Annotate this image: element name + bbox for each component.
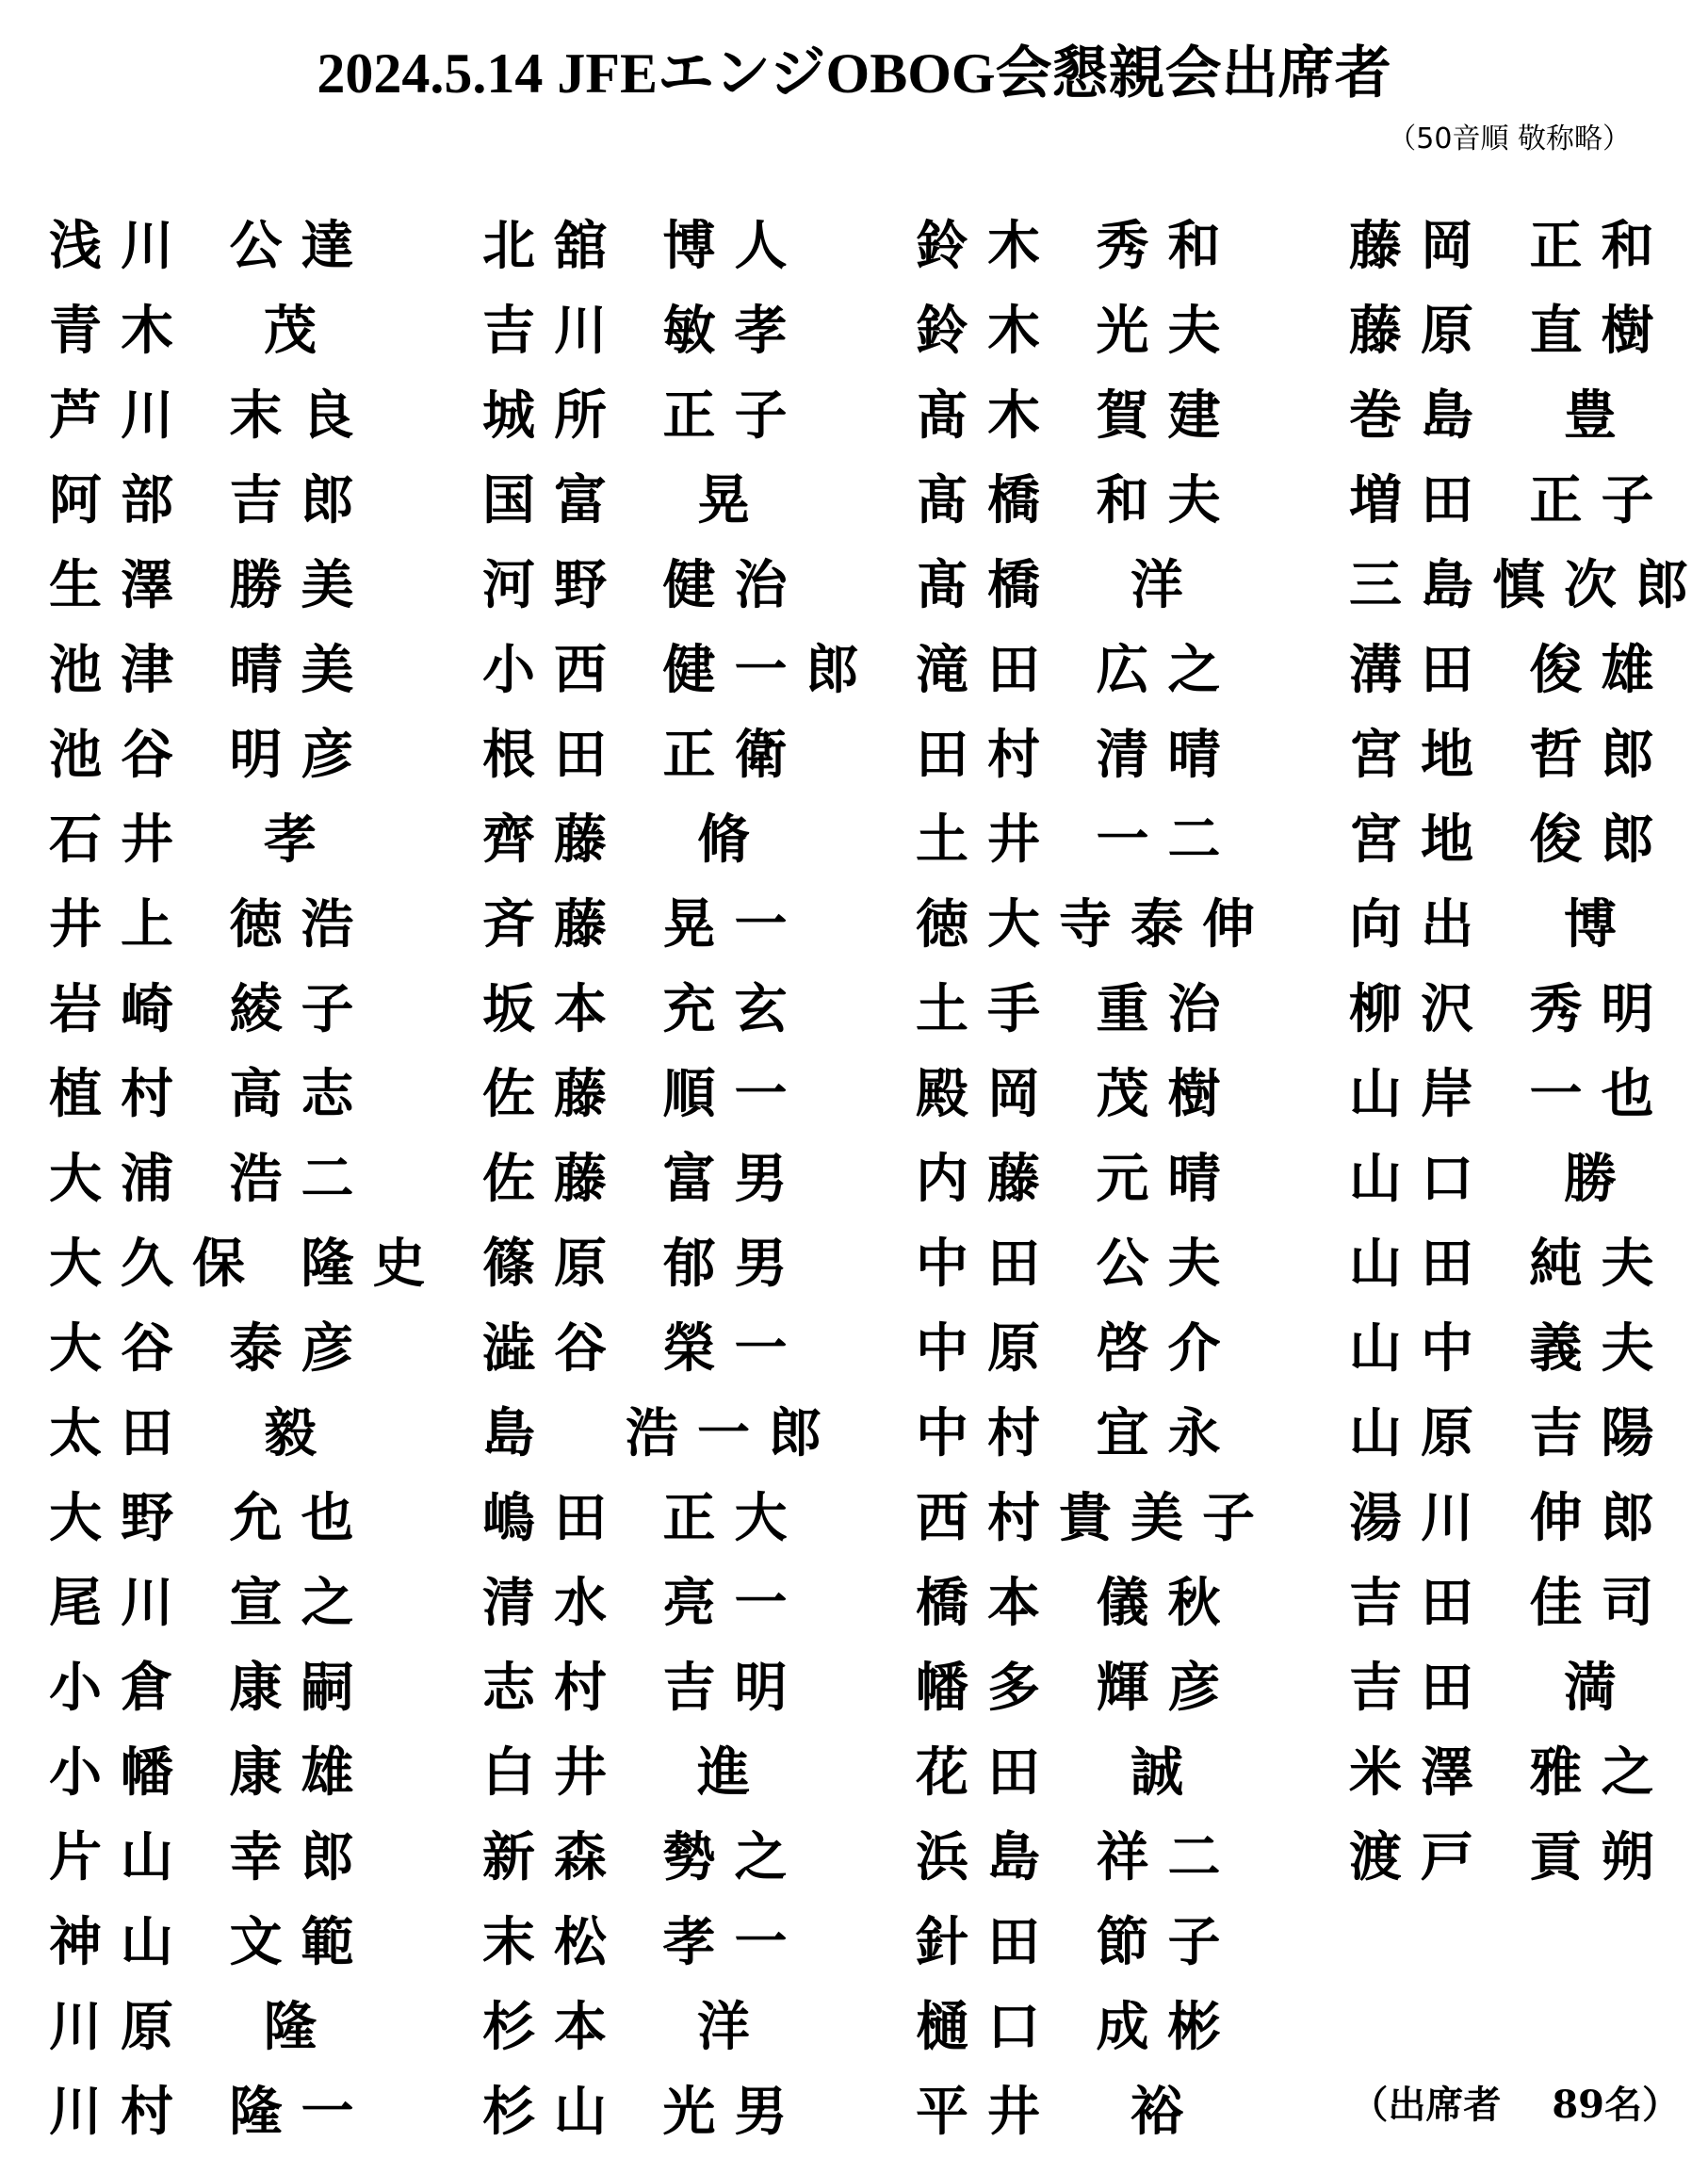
attendee-name: 石井 孝: [49, 809, 335, 871]
attendee-name: 藤岡 正和: [1349, 216, 1673, 277]
attendee-name: 斉藤 晃一: [482, 894, 806, 956]
attendee-name: 藤原 直樹: [1349, 301, 1673, 362]
attendee-name: 篠原 郁男: [482, 1234, 806, 1295]
attendee-name: 滝田 広之: [916, 640, 1240, 701]
attendee-name: 渡戸 貢朔: [1349, 1827, 1673, 1888]
attendee-name: 大浦 浩二: [49, 1149, 373, 1210]
attendee-name: 橋本 儀秋: [916, 1573, 1240, 1634]
attendee-name: 花田 誠: [916, 1742, 1202, 1804]
attendee-name: 尾川 宣之: [49, 1573, 373, 1634]
attendee-name: 溝田 俊雄: [1349, 640, 1673, 701]
attendee-name: 田村 清晴: [916, 725, 1240, 786]
attendee-name: 鈴木 光夫: [916, 301, 1240, 362]
attendee-name: 山田 純夫: [1349, 1234, 1673, 1295]
attendee-name: 齊藤 脩: [482, 809, 769, 871]
attendee-name: 吉田 佳司: [1349, 1573, 1673, 1634]
attendee-name: 北舘 博人: [482, 216, 806, 277]
attendee-name: 小幡 康雄: [49, 1742, 373, 1804]
attendee-name: 佐藤 富男: [482, 1149, 806, 1210]
attendee-name: 小倉 康嗣: [49, 1658, 373, 1719]
attendee-count: （出席者 89名）: [1350, 2083, 1680, 2127]
attendee-name: 大久保 隆史: [49, 1234, 445, 1295]
attendee-name: 三島慎次郎: [1349, 555, 1707, 616]
attendee-name: 巻島 豊: [1349, 385, 1635, 447]
attendee-name: 河野 健治: [482, 555, 806, 616]
attendee-name: 井上 徳浩: [49, 894, 373, 956]
attendee-name: 内藤 元晴: [916, 1149, 1240, 1210]
attendee-name: 白井 進: [482, 1742, 769, 1804]
attendee-name: 太田 毅: [49, 1403, 335, 1464]
attendee-name: 国富 晃: [482, 470, 769, 531]
attendee-name: 山原 吉陽: [1349, 1403, 1673, 1464]
attendee-name: 中村 宜永: [916, 1403, 1240, 1464]
attendee-name: 鈴木 秀和: [916, 216, 1240, 277]
attendee-name: 生澤 勝美: [49, 555, 373, 616]
attendee-name: 殿岡 茂樹: [916, 1064, 1240, 1125]
attendee-name: 髙橋 和夫: [916, 470, 1240, 531]
attendee-name: 川村 隆一: [49, 2082, 373, 2143]
attendee-name: 針田 節子: [916, 1912, 1240, 1973]
attendee-name: 岩崎 綾子: [49, 979, 373, 1040]
attendee-name: 幡多 輝彦: [916, 1658, 1240, 1719]
attendee-name: 川原 隆: [49, 1997, 335, 2058]
attendee-name: 浅川 公達: [49, 216, 373, 277]
attendee-name: 土井 一二: [916, 809, 1240, 871]
attendee-name: 片山 幸郎: [49, 1827, 373, 1888]
attendee-name: 宮地 俊郎: [1349, 809, 1673, 871]
attendee-name: 青木 茂: [49, 301, 335, 362]
attendee-name: 吉川 敏孝: [482, 301, 806, 362]
attendee-name: 末松 孝一: [482, 1912, 806, 1973]
attendee-name: 植村 高志: [49, 1064, 373, 1125]
attendee-name: 西村貴美子: [916, 1488, 1274, 1549]
attendee-name: 山岸 一也: [1349, 1064, 1673, 1125]
attendee-name: 池谷 明彦: [49, 725, 373, 786]
attendee-name: 神山 文範: [49, 1912, 373, 1973]
attendee-name: 徳大寺泰伸: [916, 894, 1274, 956]
attendee-name: 中田 公夫: [916, 1234, 1240, 1295]
sort-note: （50音順 敬称略）: [1388, 123, 1631, 155]
attendee-name: 向出 博: [1349, 894, 1635, 956]
attendee-name: 新森 勢之: [482, 1827, 806, 1888]
attendee-name: 杉本 洋: [482, 1997, 769, 2058]
attendee-name: 大谷 泰彦: [49, 1318, 373, 1380]
attendee-name: 増田 正子: [1349, 470, 1673, 531]
page-title: 2024.5.14 JFEエンジOBOG会懇親会出席者: [317, 42, 1391, 105]
attendee-name: 志村 吉明: [482, 1658, 806, 1719]
attendee-name: 城所 正子: [482, 385, 806, 447]
attendee-name: 島 浩一郎: [482, 1403, 840, 1464]
attendee-name: 浜島 祥二: [916, 1827, 1240, 1888]
attendee-name: 平井 裕: [916, 2082, 1202, 2143]
attendee-name: 池津 晴美: [49, 640, 373, 701]
attendee-name: 芦川 末良: [49, 385, 373, 447]
attendee-name: 湯川 伸郎: [1349, 1488, 1673, 1549]
attendee-name: 阿部 吉郎: [49, 470, 373, 531]
attendee-name: 清水 亮一: [482, 1573, 806, 1634]
attendee-name: 山口 勝: [1349, 1149, 1635, 1210]
attendee-name: 坂本 充玄: [482, 979, 806, 1040]
attendee-name: 柳沢 秀明: [1349, 979, 1673, 1040]
attendee-name: 米澤 雅之: [1349, 1742, 1673, 1804]
attendee-name: 吉田 満: [1349, 1658, 1635, 1719]
attendee-name: 樋口 成彬: [916, 1997, 1240, 2058]
attendee-name: 髙木 賀建: [916, 385, 1240, 447]
attendee-name: 小西 健一郎: [482, 640, 878, 701]
attendee-name: 髙橋 洋: [916, 555, 1202, 616]
attendee-name: 佐藤 順一: [482, 1064, 806, 1125]
attendee-name: 大野 允也: [49, 1488, 373, 1549]
attendee-name: 澁谷 榮一: [482, 1318, 806, 1380]
attendee-name: 山中 義夫: [1349, 1318, 1673, 1380]
attendee-name: 嶋田 正大: [482, 1488, 806, 1549]
attendee-name: 杉山 光男: [482, 2082, 806, 2143]
attendee-name: 土手 重治: [916, 979, 1240, 1040]
attendee-name: 根田 正衛: [482, 725, 806, 786]
attendee-name: 宮地 哲郎: [1349, 725, 1673, 786]
attendee-name: 中原 啓介: [916, 1318, 1240, 1380]
